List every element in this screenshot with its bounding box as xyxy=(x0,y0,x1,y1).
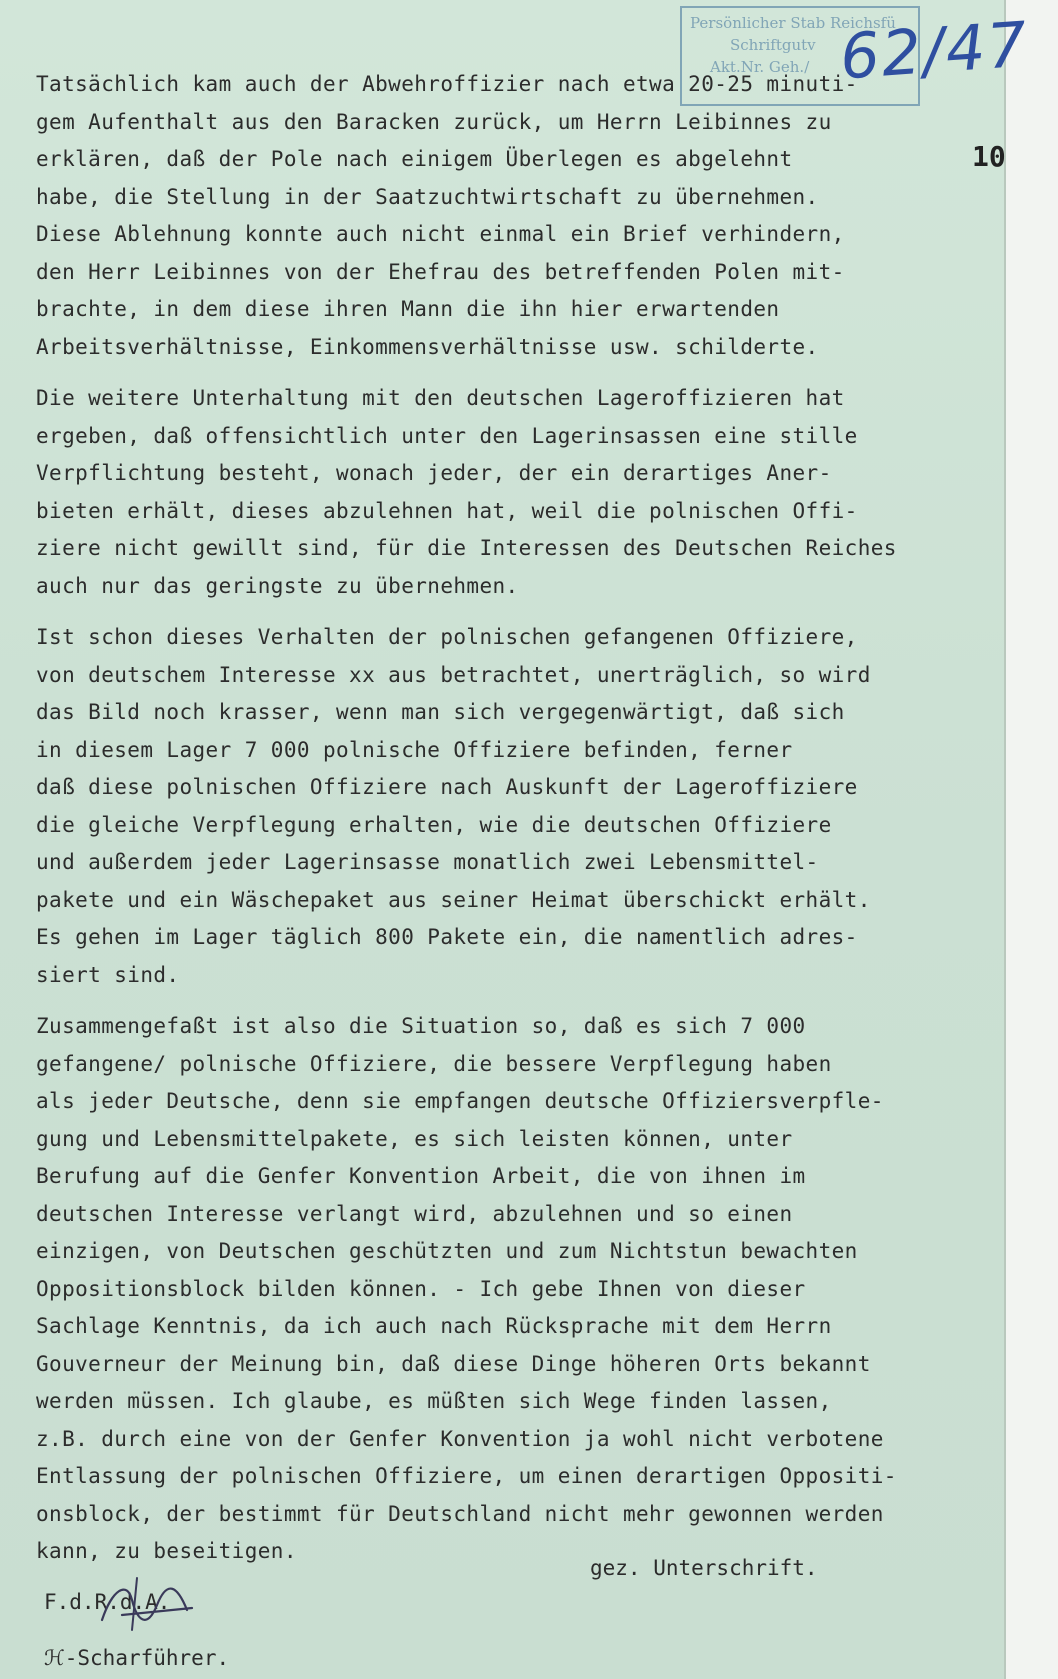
text-line: als jeder Deutsche, denn sie empfangen deutsche Offiziersverpfle- xyxy=(36,1089,884,1113)
paragraph-1 xyxy=(36,66,1036,366)
text-line: auch nur das geringste zu übernehmen. xyxy=(36,573,519,598)
text-line: onsblock, der bestimmt für Deutschland nicht mehr gewonnen werden xyxy=(36,1501,884,1526)
text-line: ziere nicht gewillt sind, für die Interessen des Deutschen Reiches xyxy=(36,536,897,560)
rank-line: ℋ-Scharführer. xyxy=(44,1646,230,1670)
text-line: z.B. durch eine von der Genfer Konvention ja wohl nicht verbotene xyxy=(36,1426,884,1451)
text-line: Arbeitsverhältnisse, Einkommensverhältnisse usw. schilderte. xyxy=(36,334,819,359)
signature-line: gez. Unterschrift. xyxy=(590,1556,818,1580)
handwritten-file-number: 62/47 xyxy=(837,7,1032,94)
text-line: Ist schon dieses Verhalten der polnischen gefangenen Offiziere, xyxy=(36,625,858,649)
text-line: gefangene/ polnische Offiziere, die bessere Verpflegung haben xyxy=(36,1051,832,1076)
text-line: in diesem Lager 7 000 polnische Offiziere befinden, ferner xyxy=(36,737,793,762)
text-line: Gouverneur der Meinung bin, daß diese Dinge höheren Orts bekannt xyxy=(36,1351,871,1376)
text-line: Die weitere Unterhaltung mit den deutschen Lageroffizieren hat xyxy=(36,386,845,410)
text-line: Es gehen im Lager täglich 800 Pakete ein, die namentlich adres- xyxy=(36,925,858,949)
text-line: Diese Ablehnung konnte auch nicht einmal ein Brief verhindern, xyxy=(36,222,845,246)
handwritten-signature xyxy=(92,1570,202,1640)
text-line: werden müssen. Ich glaube, es müßten sich Wege finden lassen, xyxy=(36,1389,832,1413)
text-line: gem Aufenthalt aus den Baracken zurück, um Herrn Leibinnes zu xyxy=(36,109,832,134)
text-line: Oppositionsblock bilden können. - Ich gebe Ihnen von dieser xyxy=(36,1276,806,1301)
text-line: daß diese polnischen Offiziere nach Auskunft der Lageroffiziere xyxy=(36,775,858,799)
paragraph-2 xyxy=(36,380,1036,605)
text-line: ergeben, daß offensichtlich unter den Lagerinsassen eine stille xyxy=(36,423,858,448)
text-line: Sachlage Kenntnis, da ich auch nach Rücksprache mit dem Herrn xyxy=(36,1314,832,1338)
text-line: erklären, daß der Pole nach einigem Überlegen es abgelehnt xyxy=(36,147,793,171)
text-line: gung und Lebensmittelpakete, es sich leisten können, unter xyxy=(36,1126,793,1151)
text-line: einzigen, von Deutschen geschützten und zum Nichtstun bewachten xyxy=(36,1239,858,1263)
text-line: die gleiche Verpflegung erhalten, wie die deutschen Offiziere xyxy=(36,812,832,837)
page-number: 10 xyxy=(972,140,1006,173)
stamp-line-1: Persönlicher Stab Reichsfü xyxy=(690,14,896,32)
text-line: pakete und ein Wäschepaket aus seiner Heimat überschickt erhält. xyxy=(36,887,871,912)
text-line: Entlassung der polnischen Offiziere, um einen derartigen Oppositi- xyxy=(36,1464,897,1488)
text-line: den Herr Leibinnes von der Ehefrau des betreffenden Polen mit- xyxy=(36,259,845,284)
certification-line: F.d.R.d.A. xyxy=(44,1590,171,1614)
text-line: Tatsächlich kam auch der Abwehroffizier nach etwa 20-25 minuti- xyxy=(36,72,858,96)
text-line: das Bild noch krasser, wenn man sich vergegenwärtigt, daß sich xyxy=(36,700,845,724)
text-line: brachte, in dem diese ihren Mann die ihn hier erwartenden xyxy=(36,297,780,321)
text-line: habe, die Stellung in der Saatzuchtwirtschaft zu übernehmen. xyxy=(36,184,819,209)
text-line: Verpflichtung besteht, wonach jeder, der ein derartiges Aner- xyxy=(36,461,832,485)
text-line: siert sind. xyxy=(36,962,180,987)
paragraph-3 xyxy=(36,619,1036,994)
stamp-line-2: Schriftgutv xyxy=(730,36,816,54)
letter-body xyxy=(36,66,1036,1585)
stamp-line-3: Akt.Nr. Geh./ xyxy=(710,58,810,76)
text-line: Berufung auf die Genfer Konvention Arbeit, die von ihnen im xyxy=(36,1164,806,1188)
text-line: und außerdem jeder Lagerinsasse monatlich zwei Lebensmittel- xyxy=(36,850,819,874)
text-line: bieten erhält, dieses abzulehnen hat, weil die polnischen Offi- xyxy=(36,498,858,523)
text-line: deutschen Interesse verlangt wird, abzulehnen und so einen xyxy=(36,1201,793,1226)
text-line: Zusammengefaßt ist also die Situation so, daß es sich 7 000 xyxy=(36,1014,806,1038)
text-line: kann, zu beseitigen. xyxy=(36,1539,297,1563)
text-line: von deutschem Interesse xx aus betrachtet, unerträglich, so wird xyxy=(36,662,871,687)
paragraph-4 xyxy=(36,1008,1036,1571)
